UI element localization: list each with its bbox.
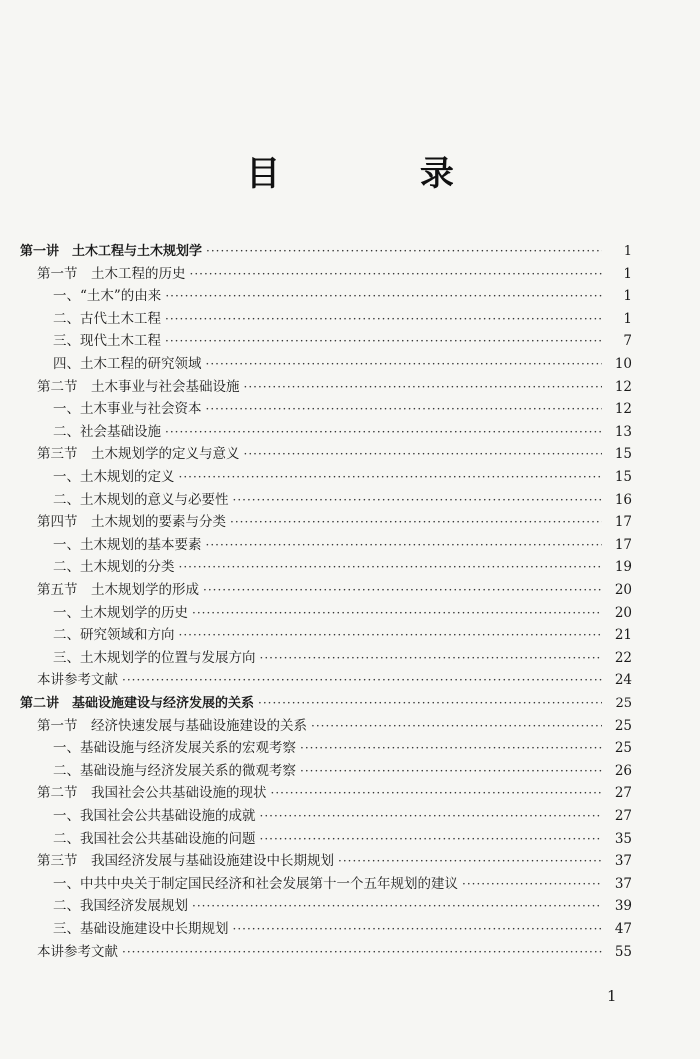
toc-subsection (53, 828, 632, 850)
dot-leader (260, 647, 603, 669)
toc-entry-label: 一、我国社会公共基础设施的成就 (53, 808, 256, 824)
dot-leader (192, 895, 602, 917)
toc-subsection (53, 421, 632, 443)
dot-leader (338, 850, 602, 872)
toc-entry-label: 二、土木规划的分类 (53, 559, 175, 576)
toc-subsection (53, 534, 632, 556)
toc-subsection (53, 489, 632, 511)
dot-leader (179, 624, 603, 646)
toc-entry-page: 35 (614, 830, 632, 847)
toc-references (37, 669, 632, 691)
toc-entry-page: 12 (614, 378, 632, 395)
dot-leader (122, 669, 602, 691)
toc-entry-label: 三、基础设施建设中长期规划 (53, 921, 229, 937)
toc-entry-label: 第一讲 土木工程与土木规划学 (20, 244, 203, 259)
toc-entry-page: 10 (614, 356, 632, 372)
toc-entry-label: 第一节 土木工程的历史 (37, 265, 186, 282)
toc-entry-label: 二、土木规划的意义与必要性 (53, 491, 229, 508)
toc-section (37, 850, 632, 872)
toc-entry-page: 7 (623, 333, 632, 350)
dot-leader (233, 489, 603, 511)
toc-entry-label: 三、现代土木工程 (53, 333, 161, 350)
dot-leader (233, 918, 603, 940)
toc-subsection (53, 760, 632, 782)
toc-section (37, 511, 632, 533)
toc-entry-label: 一、基础设施与经济发展关系的宏观考察 (53, 740, 296, 757)
toc-entry-label: 三、土木规划学的位置与发展方向 (53, 649, 256, 666)
toc-entry-page: 25 (614, 740, 632, 757)
dot-leader (179, 556, 603, 578)
toc-entry-page: 37 (614, 853, 632, 870)
toc-entry-page: 47 (614, 921, 632, 937)
dot-leader (206, 534, 603, 556)
dot-leader (462, 873, 602, 895)
toc-entry-page: 17 (614, 536, 632, 553)
toc-entry-page: 19 (614, 559, 632, 576)
toc-references (37, 941, 632, 963)
toc-entry-page: 1 (623, 265, 632, 282)
toc-section (37, 376, 632, 398)
toc-subsection (53, 737, 632, 759)
toc-subsection (53, 330, 632, 352)
toc-subsection (53, 308, 632, 330)
dot-leader (165, 330, 602, 352)
toc-entry-label: 第三节 土木规划学的定义与意义 (37, 446, 240, 463)
toc-entry-page: 20 (614, 582, 632, 598)
toc-entry-page: 12 (614, 401, 632, 418)
dot-leader (206, 353, 603, 375)
toc-entry-label: 二、我国经济发展规划 (53, 898, 188, 915)
dot-leader (179, 466, 603, 488)
dot-leader (230, 511, 602, 533)
toc-entry-label: 四、土木工程的研究领域 (53, 356, 202, 372)
toc-subsection (53, 647, 632, 669)
dot-leader (165, 308, 602, 330)
toc-entry-page: 17 (614, 514, 632, 531)
dot-leader (203, 579, 602, 601)
toc-subsection (53, 918, 632, 940)
toc-section (37, 443, 632, 465)
toc-chapter (20, 692, 632, 714)
toc-entry-label: 一、土木规划的基本要素 (53, 536, 202, 553)
toc-entry-label: 第五节 土木规划学的形成 (37, 582, 199, 598)
dot-leader (165, 285, 602, 307)
toc-entry-label: 二、基础设施与经济发展关系的微观考察 (53, 762, 296, 779)
toc-subsection (53, 873, 632, 895)
dot-leader (190, 263, 603, 285)
toc-entry-label: 二、我国社会公共基础设施的问题 (53, 830, 256, 847)
toc-entry-page: 26 (614, 762, 632, 779)
toc-subsection (53, 556, 632, 578)
toc-entry-label: 本讲参考文献 (37, 943, 118, 960)
dot-leader (300, 737, 602, 759)
toc-entry-page: 16 (614, 491, 632, 508)
toc-section (37, 579, 632, 601)
dot-leader (311, 715, 602, 737)
toc-entry-page: 21 (614, 627, 632, 644)
dot-leader (271, 782, 603, 804)
toc-section (37, 263, 632, 285)
toc-subsection (53, 466, 632, 488)
dot-leader (122, 941, 602, 963)
toc-subsection (53, 895, 632, 917)
page-number: 1 (607, 987, 617, 1005)
toc-entry-page: 25 (615, 696, 632, 711)
toc-subsection (53, 624, 632, 646)
toc-entry-label: 二、社会基础设施 (53, 423, 161, 440)
toc-entry-page: 15 (614, 469, 632, 485)
dot-leader (206, 398, 603, 420)
toc-entry-page: 37 (614, 875, 632, 892)
toc-entry-page: 55 (614, 943, 632, 960)
toc-entry-label: 第二讲 基础设施建设与经济发展的关系 (20, 696, 255, 711)
toc-chapter (20, 240, 632, 262)
toc-entry-label: 二、古代土木工程 (53, 310, 161, 327)
dot-leader (244, 443, 603, 465)
dot-leader (260, 828, 603, 850)
toc-section (37, 782, 632, 804)
toc-entry-page: 1 (623, 244, 632, 259)
toc-entry-label: 第三节 我国经济发展与基础设施建设中长期规划 (37, 853, 334, 870)
toc-entry-label: 一、“土木”的由来 (53, 288, 162, 305)
toc-subsection (53, 398, 632, 420)
dot-leader (206, 240, 602, 262)
toc-entry-page: 27 (614, 808, 632, 824)
toc-subsection (53, 353, 632, 375)
toc-entry-label: 第二节 我国社会公共基础设施的现状 (37, 785, 267, 802)
dot-leader (244, 376, 603, 398)
toc-entry-label: 一、土木规划的定义 (53, 469, 175, 485)
toc-entry-page: 1 (623, 310, 632, 327)
dot-leader (300, 760, 602, 782)
dot-leader (165, 421, 602, 443)
toc-entry-page: 27 (614, 785, 632, 802)
toc-entry-label: 二、研究领域和方向 (53, 627, 175, 644)
toc-entry-label: 一、土木规划学的历史 (53, 604, 188, 621)
toc-entry-page: 1 (623, 288, 632, 305)
toc-subsection (53, 285, 632, 307)
dot-leader (192, 602, 602, 624)
toc-entry-label: 一、中共中央关于制定国民经济和社会发展第十一个五年规划的建议 (53, 875, 458, 892)
toc-subsection (53, 602, 632, 624)
toc-entry-label: 第四节 土木规划的要素与分类 (37, 514, 226, 531)
dot-leader (258, 692, 602, 714)
toc-entry-page: 15 (614, 446, 632, 463)
dot-leader (260, 805, 603, 827)
toc-entry-label: 一、土木事业与社会资本 (53, 401, 202, 418)
toc-entry-label: 第一节 经济快速发展与基础设施建设的关系 (37, 717, 307, 734)
toc-entry-page: 39 (614, 898, 632, 915)
toc-entry-label: 本讲参考文献 (37, 672, 118, 689)
toc-entry-page: 24 (614, 672, 632, 689)
toc-subsection (53, 805, 632, 827)
toc-entry-label: 第二节 土木事业与社会基础设施 (37, 378, 240, 395)
toc-entry-page: 25 (614, 717, 632, 734)
toc-entry-page: 13 (614, 423, 632, 440)
toc-section (37, 715, 632, 737)
page-title: 目 录 (246, 154, 518, 194)
toc-entry-page: 20 (614, 604, 632, 621)
toc-entry-page: 22 (614, 649, 632, 666)
